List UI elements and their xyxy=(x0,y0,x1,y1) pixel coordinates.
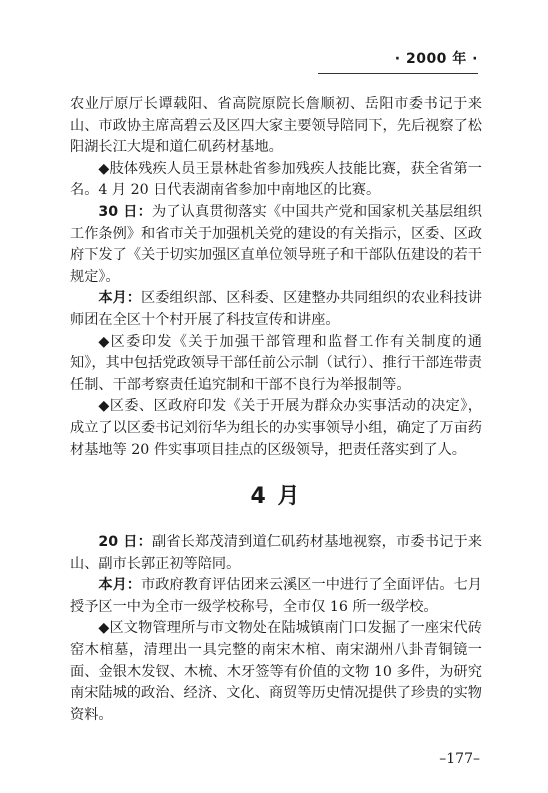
bullet-entry xyxy=(70,396,482,461)
entries-after-month xyxy=(70,532,482,726)
dated-entry xyxy=(70,532,482,575)
entry-date-label: 20 日： xyxy=(98,534,152,551)
dated-entry xyxy=(70,575,482,618)
entry-date-label: 本月： xyxy=(98,577,142,594)
page-body xyxy=(70,94,482,726)
bullet-entry xyxy=(70,332,482,397)
entry-text: 副省长郑茂清到道仁矶药材基地视察，市委书记于来山、副市长郭正初等陪同。 xyxy=(70,534,482,572)
dated-entry xyxy=(70,288,482,331)
page-number: –177– xyxy=(439,751,480,767)
dated-entry xyxy=(70,202,482,288)
entry-text: ◆区委印发《关于加强干部管理和监督工作有关制度的通知》，其中包括党政领导干部任前公示制（试行）、推行干部连带责任制、干部考察责任追究制和干部不良行为举报制等。 xyxy=(70,333,482,393)
continued-paragraph xyxy=(70,94,482,159)
header-rule xyxy=(318,73,478,74)
entry-date-label: 30 日： xyxy=(98,203,152,220)
entry-text: ◆区委、区政府印发《关于开展为群众办实事活动的决定》，成立了以区委书记刘衍华为组长的办实事领导小组，确定了万亩药材基地等 20 件实事项目挂点的区级领导，把责任落实到了人。 xyxy=(70,398,482,458)
entry-text: ◆区文物管理所与市文物处在陆城镇南门口发掘了一座宋代砖窑木棺墓，清理出一具完整的南宋木棺、南宋湖州八卦青铜镜一面、金银木发钗、木梳、木牙签等有价值的文物 10 多件，为研究南宋陆城的政治、经济、文化、商贸等历史情况提供了珍贵的实物资料。 xyxy=(70,620,482,723)
entry-text: ◆肢体残疾人员王景林赴省参加残疾人技能比赛，获全省第一名。4 月 20 日代表湖南省参加中南地区的比赛。 xyxy=(70,160,482,199)
header-year: · 2000 年 · xyxy=(394,51,478,67)
entry-date-label: 本月： xyxy=(98,290,142,307)
entry-text: 农业厅原厅长谭载阳、省高院原院长詹顺初、岳阳市委书记于来山、市政协主席高碧云及区四大家主要领导陪同下，先后视察了松阳湖长江大堤和道仁矶药材基地。 xyxy=(70,96,482,156)
entry-text: 区委组织部、区科委、区建整办共同组织的农业科技讲师团在全区十个村开展了科技宣传和讲座。 xyxy=(70,290,482,328)
month-heading: 4 月 xyxy=(250,484,302,510)
entry-text: 为了认真贯彻落实《中国共产党和国家机关基层组织工作条例》和省市关于加强机关党的建设的有关指示，区委、区政府下发了《关于切实加强区直单位领导班子和干部队伍建设的若干规定》。 xyxy=(70,203,482,285)
bullet-entry xyxy=(70,618,482,726)
entry-text: 市政府教育评估团来云溪区一中进行了全面评估。七月授予区一中为全市一级学校称号，全市仅 16 所一级学校。 xyxy=(70,577,482,615)
bullet-entry xyxy=(70,159,482,202)
running-header xyxy=(318,48,478,70)
entries-before-month xyxy=(70,94,482,461)
